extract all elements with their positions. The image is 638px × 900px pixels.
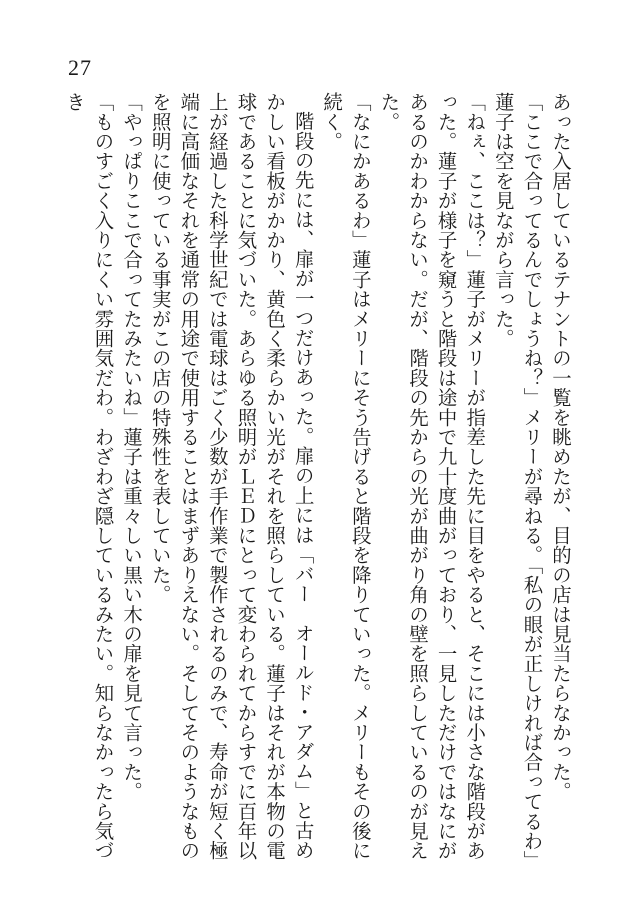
body-text <box>59 92 574 877</box>
paragraph: 階段の先には、扉が一つだけあった。扉の上には「バー オールド・アダム」と古めかしい看板がかかり、黄色く柔らかい光がそれを照らしている。蓮子はそれが本物の電球であることに気づいた。あらゆる照明がＬＥＤにとって変わられてからすでに百年以上が経過した科学世紀では電球はごく少数が手作業で製作されるのみで、寿命が短く極端に高価なそれを通常の用途で使用することはまずありえない。そしてそのようなものを照明に使っている事実がこの店の特殊性を表していた。 <box>148 92 315 861</box>
paragraph: 「やっぱりここで合ってたみたいね」蓮子は重々しい黒い木の扉を見て言った。 <box>120 92 144 802</box>
paragraph: 「ねぇ、ここは？」蓮子がメリーが指差した先に目をやると、そこには小さな階段があった。蓮子が様子を窺うと階段は途中で九十度曲がっており、一見しただけではなにがあるのかわからない。だが、階段の先からの光が曲がり角の壁を照らしているのが見えた。 <box>377 92 487 861</box>
paragraph: 蓮子は空を見ながら言った。 <box>491 92 515 349</box>
paragraph: 「ものすごく入りにくい雰囲気だわ。わざわざ隠しているみたい。知らなかったら気づき <box>62 92 115 861</box>
paragraph: あった入居しているテナントの一覧を眺めたが、目的の店は見当たらなかった。 <box>549 92 572 802</box>
paragraph: 「なにかあるわ」蓮子はメリーにそう告げると階段を降りていった。メリーもその後に続く。 <box>320 92 372 861</box>
page-number: 27 <box>68 55 92 80</box>
paragraph: 「ここで合ってるんでしょうね？」メリーが尋ねる。「私の眼が正しければ合ってるわ」 <box>520 92 544 871</box>
